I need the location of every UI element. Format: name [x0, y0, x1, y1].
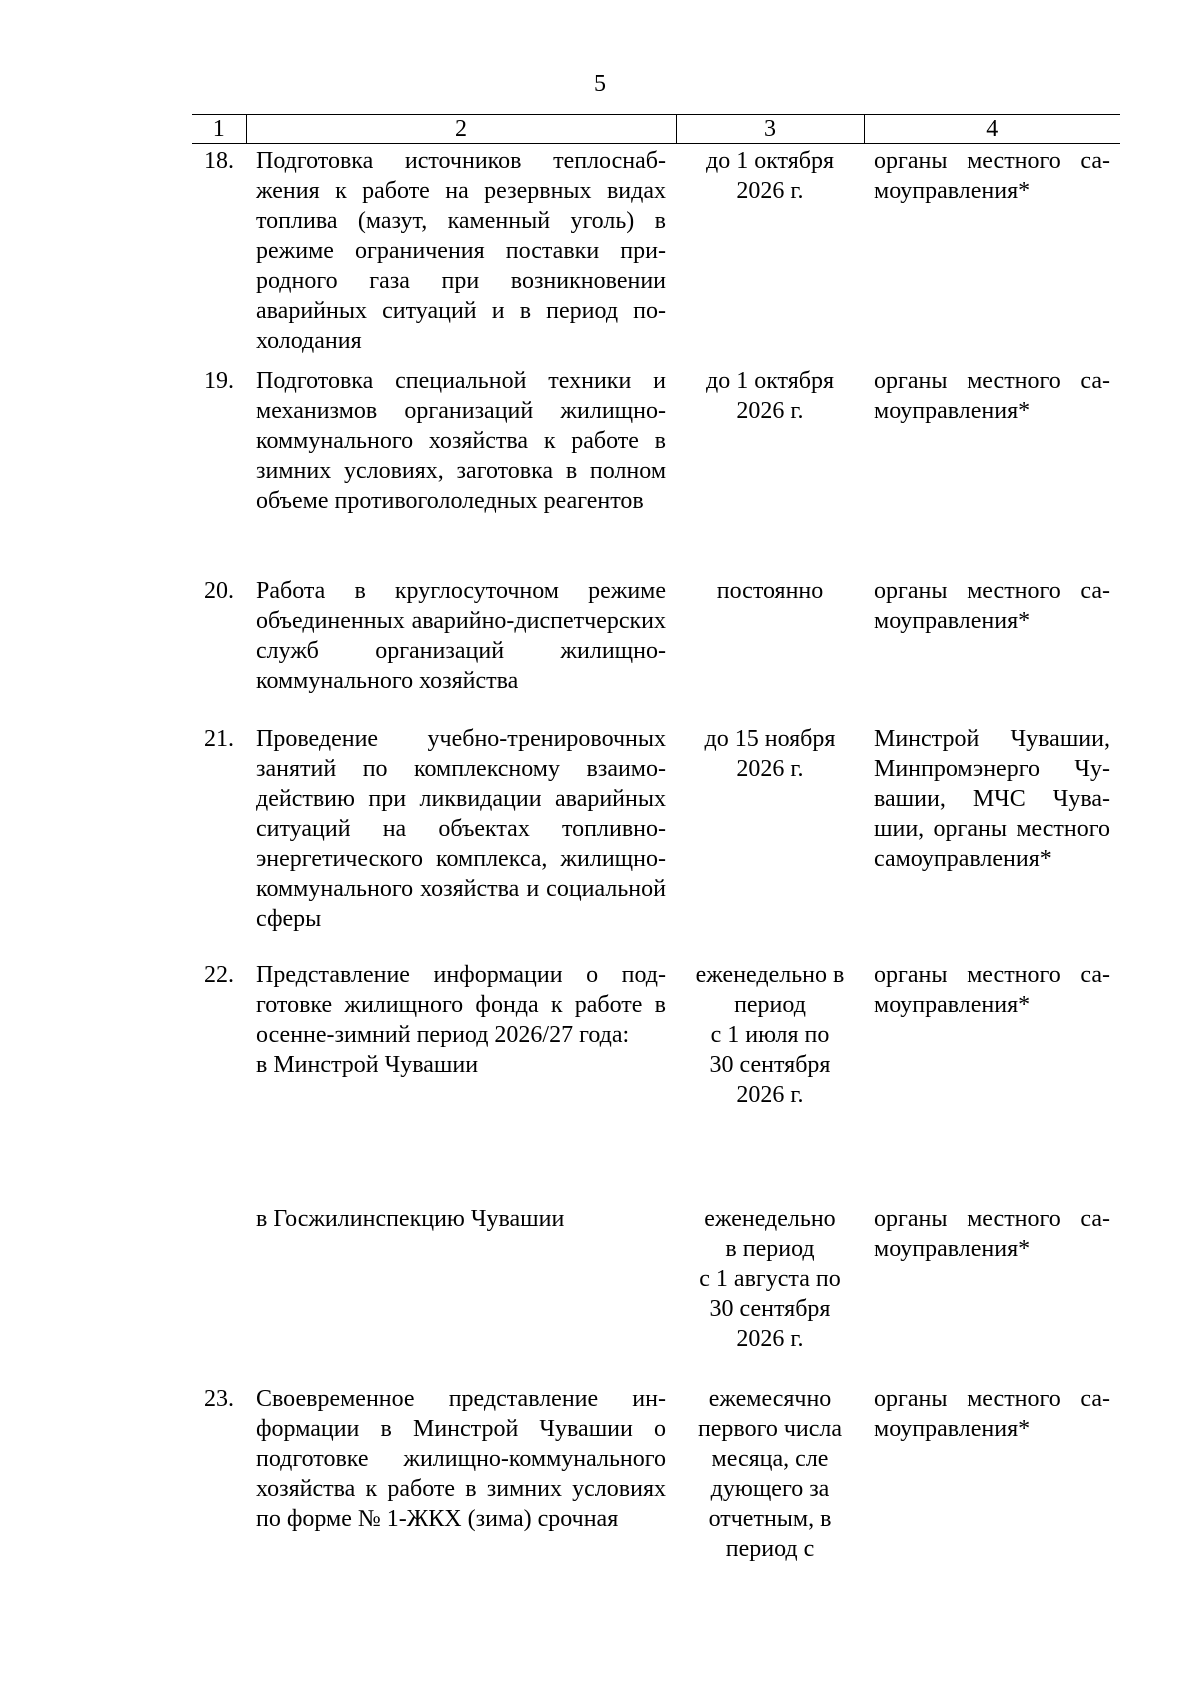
row-number — [192, 1202, 246, 1382]
responsible-party: органы местного самоуправления* — [874, 148, 1110, 204]
measure-description: Работа в круглосуточном режиме объединенных аварийно-диспетчерских служб организаций жилищно-коммунального хозяйства — [256, 577, 666, 694]
row-number: 19. — [204, 367, 234, 394]
deadline-line: постоянно — [716, 577, 824, 604]
deadline-line: отчетным, в — [708, 1505, 832, 1532]
measure-description: Своевременное представление информации в Минстрой Чувашии о подготовке жилищно-коммунального хозяйства к работе в зимних условиях по форме № 1-ЖКХ (зима) срочная — [256, 1385, 666, 1532]
measure-description-line: в Минстрой Чувашии — [256, 1051, 479, 1078]
deadline — [676, 722, 864, 958]
measures-table — [192, 114, 1120, 1572]
measure-description: Проведение учебно-тренировочных занятий по комплексному взаимодействию при ликвидации аварийных ситуаций на объектах топливно-энергетического комплекса, жилищно-коммунального хозяйства и социальной сферы — [256, 725, 666, 932]
measure-description-line: Представление информации о подготовке жилищного фонда к работе в осенне-зимний период 2026/27 года: — [256, 961, 666, 1048]
deadline — [676, 1382, 864, 1572]
column-header-1: 1 — [192, 115, 246, 144]
deadline-line: 2026 г. — [736, 755, 804, 782]
deadline-line: 2026 г. — [736, 1325, 804, 1352]
deadline-line: до 1 октября — [705, 148, 834, 174]
deadline — [676, 1202, 864, 1382]
column-header-3: 3 — [676, 115, 864, 144]
deadline-line: 2026 г. — [736, 178, 804, 204]
deadline-line: период — [734, 991, 806, 1018]
deadline-line: месяца, сле — [711, 1445, 829, 1472]
row-number: 20. — [204, 577, 234, 604]
deadline — [676, 958, 864, 1202]
table-row — [192, 364, 1120, 574]
table-row — [192, 144, 1120, 364]
row-number: 21. — [204, 725, 234, 752]
deadline-line: еженедельно — [704, 1205, 836, 1232]
deadline-line: в период — [725, 1235, 815, 1262]
column-header-2: 2 — [246, 115, 676, 144]
deadline — [676, 364, 864, 574]
measure-description — [246, 958, 676, 1202]
deadline-line: первого числа — [697, 1415, 843, 1442]
deadline-line: с 1 июля по — [710, 1021, 830, 1048]
table-row — [192, 574, 1120, 722]
deadline-line: дующего за — [710, 1475, 830, 1502]
measure-description: в Госжилинспекцию Чувашии — [256, 1205, 565, 1232]
deadline-line: ежемесячно — [708, 1385, 832, 1412]
responsible-party: органы местного самоуправления* — [874, 1205, 1110, 1262]
responsible-party: органы местного самоуправления* — [874, 961, 1110, 1018]
responsible-party: органы местного самоуправления* — [874, 367, 1110, 424]
measure-description: Подготовка источников теплоснабжения к работе на резервных видах топлива (мазут, каменный уголь) в режиме ограничения поставки природного газа при возникновении аварийных ситуаций и в период похолодания — [256, 148, 666, 354]
table-row — [192, 722, 1120, 958]
row-number: 18. — [204, 148, 234, 174]
deadline-line: до 15 ноября — [704, 725, 836, 752]
deadline-line: 2026 г. — [736, 397, 804, 424]
deadline-line: еженедельно в — [695, 961, 845, 988]
responsible-party: органы местного самоуправления* — [874, 577, 1110, 634]
row-number: 22. — [204, 961, 234, 988]
deadline-line: до 1 октября — [705, 367, 834, 394]
table-row — [192, 958, 1120, 1202]
deadline-line: 2026 г. — [736, 1081, 804, 1108]
column-header-4: 4 — [864, 115, 1120, 144]
deadline-line: период с — [725, 1535, 815, 1562]
deadline-line: с 1 августа по — [699, 1265, 841, 1292]
page-number: 5 — [594, 71, 606, 97]
deadline — [676, 574, 864, 722]
measure-description: Подготовка специальной техники и механизмов организаций жилищно-коммунального хозяйства к работе в зимних условиях, заготовка в полном объеме противогололедных реагентов — [256, 367, 666, 514]
deadline-line: 30 сентября — [709, 1295, 831, 1322]
table-row — [192, 1202, 1120, 1382]
deadline-line: 30 сентября — [709, 1051, 831, 1078]
row-number: 23. — [204, 1385, 234, 1412]
deadline — [676, 144, 864, 364]
responsible-party: Минстрой Чувашии, Минпромэнерго Чувашии, МЧС Чувашии, органы местного самоуправления* — [874, 725, 1110, 872]
table-row — [192, 1382, 1120, 1572]
responsible-party: органы местного самоуправления* — [874, 1385, 1110, 1442]
column-number-header-row — [192, 115, 1120, 144]
